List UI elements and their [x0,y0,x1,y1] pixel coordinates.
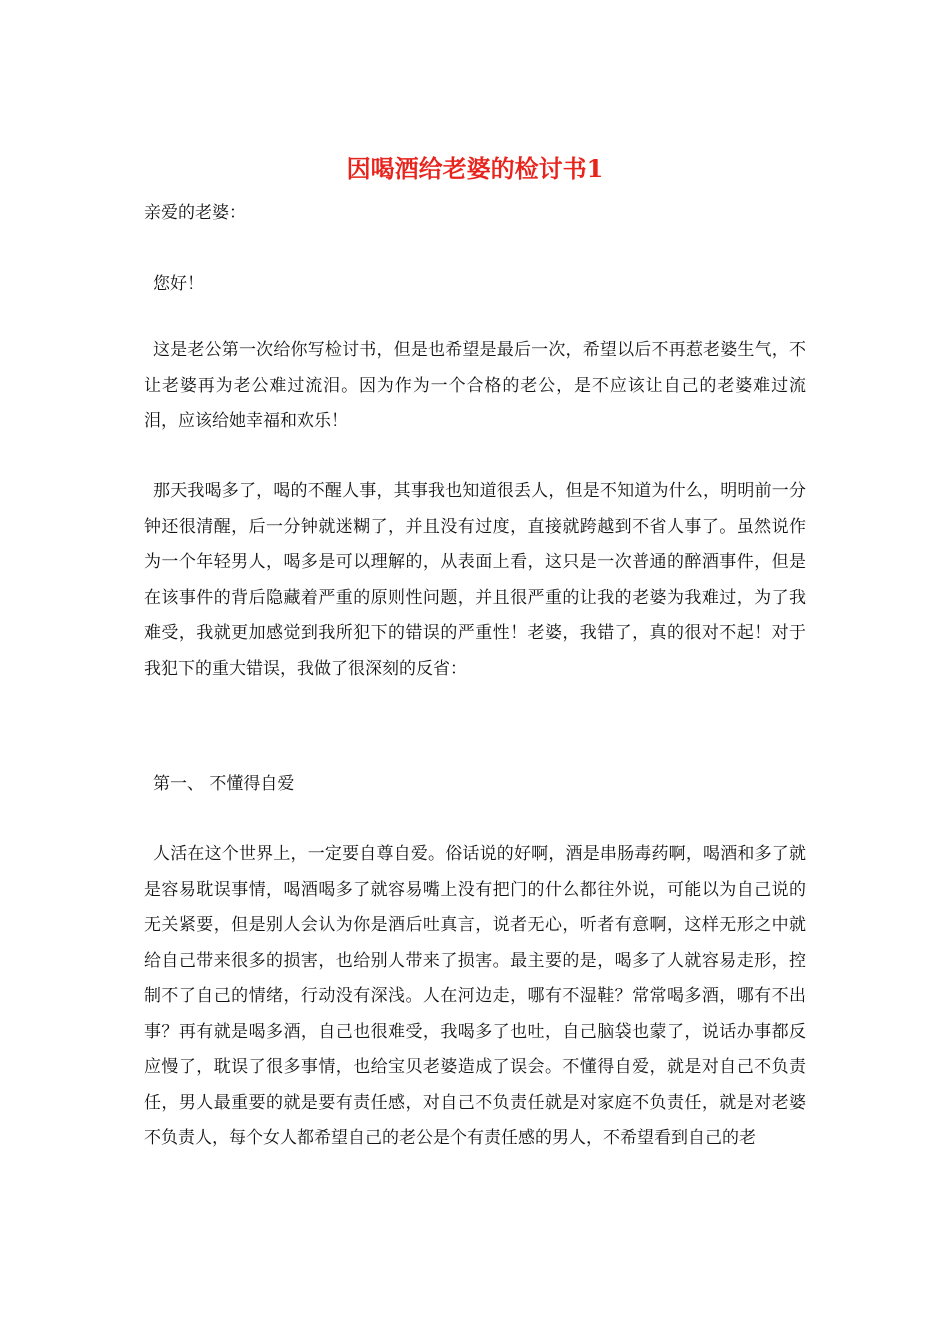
section-heading-1: 第一、 不懂得自爱 [153,774,295,794]
salutation: 亲爱的老婆： [144,203,246,223]
document-title: 因喝酒给老婆的检讨书1 [346,154,604,183]
paragraph-1: 这是老公第一次给你写检讨书，但是也希望是最后一次，希望以后不再惹老婆生气，不让老婆再为老公难过流泪。因为作为一个合格的老公，是不应该让自己的老婆难过流泪，应该给她幸福和欢乐！ [144,340,806,431]
greeting: 您好！ [153,274,204,294]
paragraph-2: 那天我喝多了，喝的不醒人事，其事我也知道很丢人，但是不知道为什么，明明前一分钟还很清醒，后一分钟就迷糊了，并且没有过度，直接就跨越到不省人事了。虽然说作为一个年轻男人，喝多是可以理解的，从表面上看，这只是一次普通的醉酒事件，但是在该事件的背后隐藏着严重的原则性问题，并且很严重的让我的老婆为我难过，为了我难受，我就更加感觉到我所犯下的错误的严重性！老婆，我错了，真的很对不起！对于我犯下的重大错误，我做了很深刻的反省： [144,481,806,679]
paragraph-3: 人活在这个世界上，一定要自尊自爱。俗话说的好啊，酒是串肠毒药啊，喝酒和多了就是容易耽误事情，喝酒喝多了就容易嘴上没有把门的什么都往外说，可能以为自己说的无关紧要，但是别人会认为你是酒后吐真言，说者无心，听者有意啊，这样无形之中就给自己带来很多的损害，也给别人带来了损害。最主要的是，喝多了人就容易走形，控制不了自己的情绪，行动没有深浅。人在河边走，哪有不湿鞋？常常喝多酒，哪有不出事？再有就是喝多酒，自己也很难受，我喝多了也吐，自己脑袋也蒙了，说话办事都反应慢了，耽误了很多事情，也给宝贝老婆造成了误会。不懂得自爱，就是对自己不负责任，男人最重要的就是要有责任感，对自己不负责任就是对家庭不负责任，就是对老婆不负责人，每个女人都希望自己的老公是个有责任感的男人，不希望看到自己的老 [144,844,806,1148]
